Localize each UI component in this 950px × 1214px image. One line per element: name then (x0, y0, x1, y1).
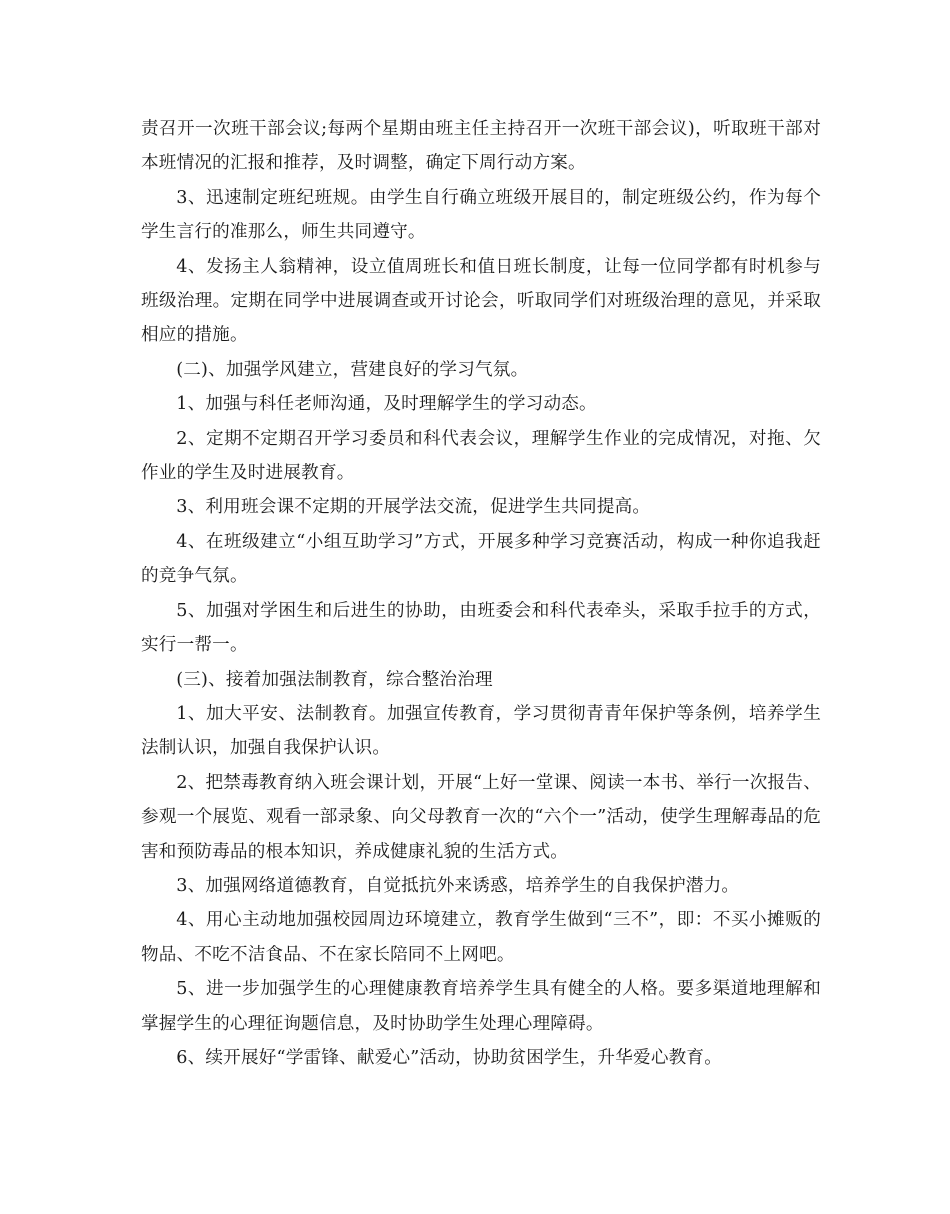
paragraph-6: 2、定期不定期召开学习委员和科代表会议，理解学生作业的完成情况，对拖、欠作业的学生及时进展教育。 (141, 428, 821, 484)
paragraph-9: 5、加强对学困生和后进生的协助，由班委会和科代表牵头，采取手拉手的方式，实行一帮一。 (141, 600, 821, 656)
paragraph-7: 3、利用班会课不定期的开展学法交流，促进学生共同提高。 (176, 497, 651, 518)
paragraph-14: 4、用心主动地加强校园周边环境建立，教育学生做到“三不”，即：不买小摊贩的物品、不吃不洁食品、不在家长陪同不上网吧。 (141, 910, 821, 965)
paragraph-15: 5、进一步加强学生的心理健康教育培养学生具有健全的人格。要多渠道地理解和掌握学生的心理征询题信息，及时协助学生处理心理障碍。 (141, 979, 821, 1034)
paragraph-1: 责召开一次班干部会议;每两个星期由班主任主持召开一次班干部会议)，听取班干部对本班情况的汇报和推荐，及时调整，确定下周行动方案。 (141, 119, 821, 174)
paragraph-12: 2、把禁毒教育纳入班会课计划，开展“上好一堂课、阅读一本书、举行一次报告、参观一个展览、观看一部录象、向父母教育一次的“六个一”活动，使学生理解毒品的危害和预防毒品的根本知识，养成健康礼貌的生活方式。 (141, 772, 821, 862)
paragraph-16: 6、续开展好“学雷锋、献爱心”活动，协助贫困学生，升华爱心教育。 (176, 1047, 722, 1068)
paragraph-13: 3、加强网络道德教育，自觉抵抗外来诱惑，培养学生的自我保护潜力。 (176, 875, 740, 896)
document-body (141, 112, 821, 1075)
section-heading-2: (二)、加强学风建立，营建良好的学习气氛。 (176, 359, 529, 380)
paragraph-8: 4、在班级建立“小组互助学习”方式，开展多种学习竞赛活动，构成一种你追我赶的竞争气氛。 (141, 531, 821, 587)
paragraph-11: 1、加大平安、法制教育。加强宣传教育，学习贯彻青青年保护等条例，培养学生法制认识，加强自我保护认识。 (141, 703, 821, 759)
section-heading-3: (三)、接着加强法制教育，综合整治治理 (176, 669, 493, 690)
paragraph-3: 4、发扬主人翁精神，设立值周班长和值日班长制度，让每一位同学都有时机参与班级治理。定期在同学中进展调查或开讨论会，听取同学们对班级治理的意见，并采取相应的措施。 (141, 256, 821, 346)
paragraph-2: 3、迅速制定班纪班规。由学生自行确立班级开展目的，制定班级公约，作为每个学生言行的准那么，师生共同遵守。 (141, 187, 821, 243)
paragraph-5: 1、加强与科任老师沟通，及时理解学生的学习动态。 (176, 394, 597, 415)
